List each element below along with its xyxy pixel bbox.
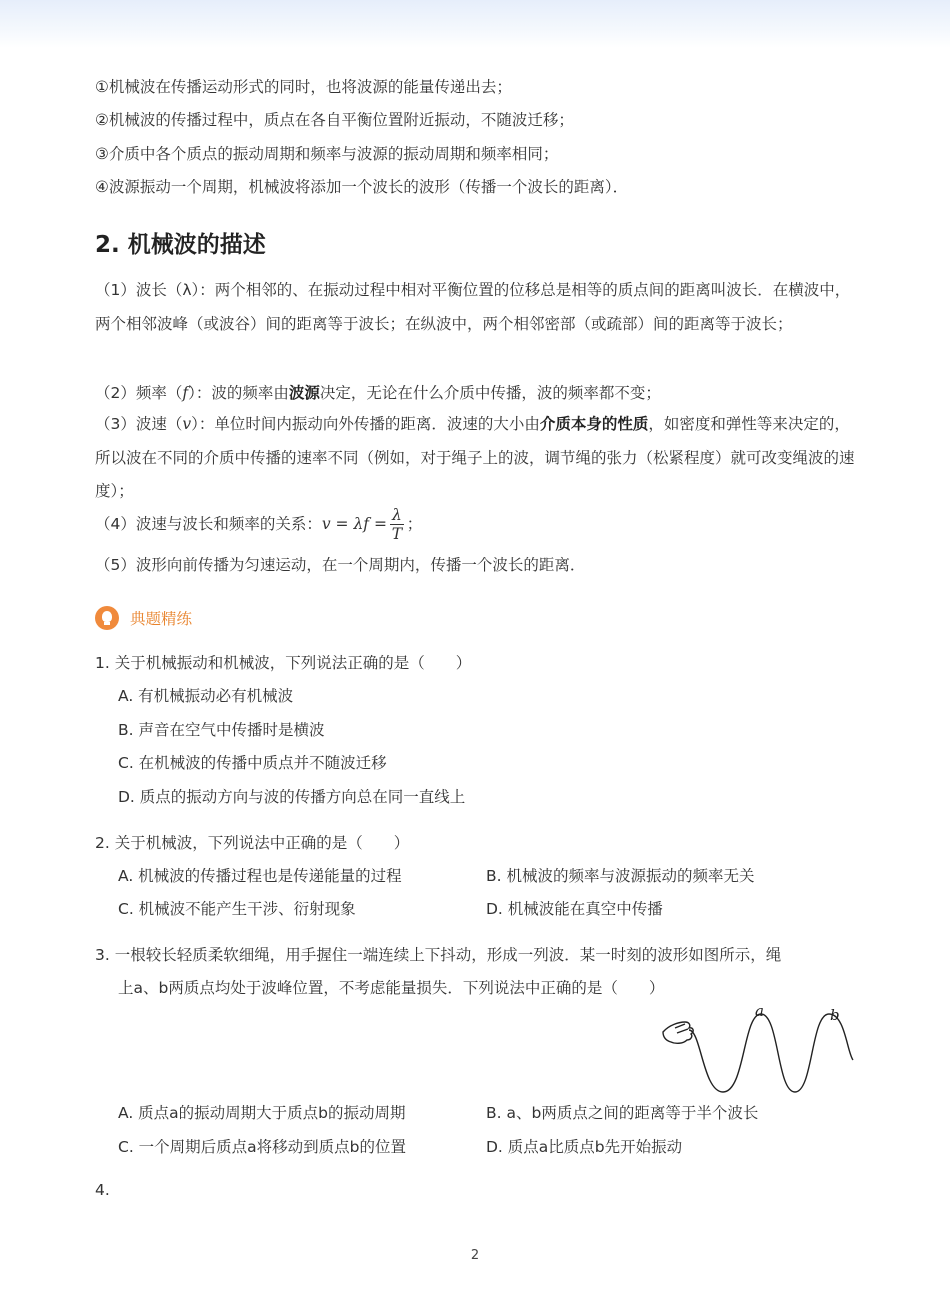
- q1-stem: 1. 关于机械振动和机械波，下列说法正确的是（ ）: [95, 654, 472, 672]
- q3-option-a[interactable]: A. 质点a的振动周期大于质点b的振动周期: [118, 1104, 406, 1122]
- q3-stem-line2: 上a、b两质点均处于波峰位置，不考虑能量损失．下列说法中正确的是（ ）: [118, 979, 665, 997]
- q3-option-d[interactable]: D. 质点a比质点b先开始振动: [486, 1138, 683, 1156]
- label-b: b: [830, 1006, 840, 1024]
- intro-line-4: ④波源振动一个周期，机械波将添加一个波长的波形（传播一个波长的距离）．: [95, 178, 629, 196]
- p2-post: 决定，无论在什么介质中传播，波的频率都不变；: [319, 384, 661, 402]
- hand-finger-lines: [675, 1024, 688, 1033]
- intro-line-2: ②机械波的传播过程中，质点在各自平衡位置附近振动，不随波迁移；: [95, 111, 574, 129]
- page-number: 2: [470, 1248, 480, 1263]
- q1-option-b[interactable]: B. 声音在空气中传播时是横波: [118, 721, 325, 739]
- q1-option-d[interactable]: D. 质点的振动方向与波的传播方向总在同一直线上: [118, 788, 466, 806]
- q4-stem: 4.: [95, 1181, 110, 1199]
- p4-denominator: T: [391, 525, 403, 543]
- lightbulb-icon: [95, 606, 119, 630]
- q3-option-c[interactable]: C. 一个周期后质点a将移动到质点b的位置: [118, 1138, 407, 1156]
- p4-pre: （4）波速与波长和频率的关系：: [95, 515, 322, 533]
- q1-option-a[interactable]: A. 有机械振动必有机械波: [118, 687, 294, 705]
- para-relation: [95, 506, 422, 543]
- p2-mid: ）：波的频率由: [188, 384, 289, 402]
- wave-figure: [655, 1000, 860, 1100]
- q2-option-a[interactable]: A. 机械波的传播过程也是传递能量的过程: [118, 867, 402, 885]
- q3-option-b[interactable]: B. a、b两质点之间的距离等于半个波长: [486, 1104, 759, 1122]
- intro-line-1: ①机械波在传播运动形式的同时，也将波源的能量传递出去；: [95, 78, 512, 96]
- p2-symbol: f: [182, 384, 189, 402]
- para-frequency: [95, 381, 661, 403]
- q3-stem-line1: 3. 一根较长轻质柔软细绳，用手握住一端连续上下抖动，形成一列波．某一时刻的波形如图所示，绳: [95, 946, 782, 964]
- para-propagation: （5）波形向前传播为匀速运动，在一个周期内，传播一个波长的距离．: [95, 556, 586, 574]
- p4-numerator: λ: [391, 506, 402, 524]
- p3-mid: ）：单位时间内振动向外传播的距离．波速的大小由: [191, 415, 540, 433]
- intro-line-3: ③介质中各个质点的振动周期和频率与波源的振动周期和频率相同；: [95, 145, 559, 163]
- para-speed: [95, 408, 855, 509]
- p3-pre: （3）波速（: [95, 415, 183, 433]
- p3-post: ，如密度和弹性等来决定的，所以波在不同的介质中传播的速率不同（例如，对于绳子上的波，调节绳的张力（松紧程度）就可改变绳波的速度）；: [95, 415, 855, 500]
- p3-symbol: v: [182, 415, 192, 433]
- label-a: a: [755, 1002, 764, 1020]
- p2-pre: （2）频率（: [95, 384, 183, 402]
- wave-curve: [689, 1014, 853, 1092]
- p4-post: ；: [406, 515, 423, 533]
- q2-option-b[interactable]: B. 机械波的频率与波源振动的频率无关: [486, 867, 755, 885]
- para-wavelength: （1）波长（λ）：两个相邻的、在振动过程中相对平衡位置的位移总是相等的质点间的距离叫波长．在横波中，两个相邻波峰（或波谷）间的距离等于波长；在纵波中，两个相邻密部（或疏部）间的距离等于波长；: [95, 281, 851, 333]
- q2-stem: 2. 关于机械波，下列说法中正确的是（ ）: [95, 834, 410, 852]
- section-heading: 2. 机械波的描述: [95, 232, 266, 258]
- header-band: [0, 0, 950, 48]
- p4-formula: v = λf =: [321, 515, 387, 533]
- q1-option-c[interactable]: C. 在机械波的传播中质点并不随波迁移: [118, 754, 387, 772]
- practice-label: 典题精练: [130, 610, 193, 628]
- q2-option-c[interactable]: C. 机械波不能产生干涉、衍射现象: [118, 900, 356, 918]
- p2-bold: 波源: [288, 384, 320, 402]
- q2-option-d[interactable]: D. 机械波能在真空中传播: [486, 900, 663, 918]
- p3-bold: 介质本身的性质: [539, 415, 649, 433]
- p4-fraction: [390, 506, 404, 543]
